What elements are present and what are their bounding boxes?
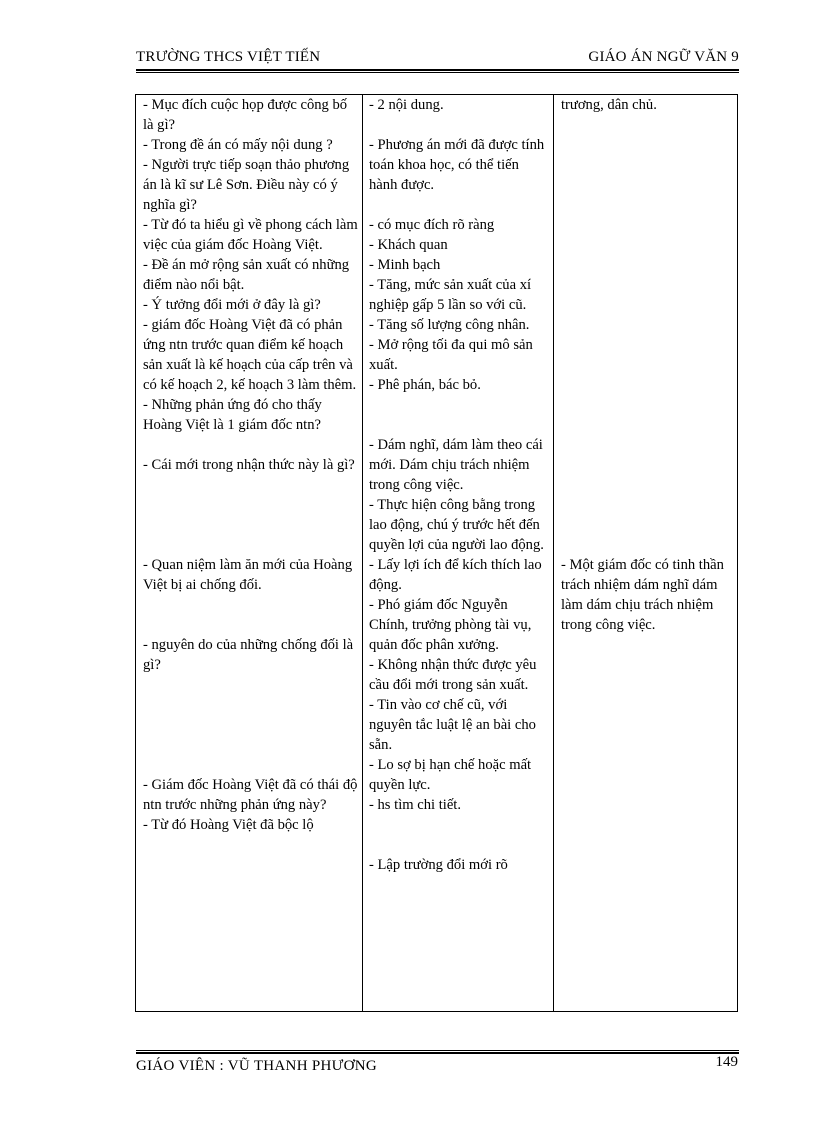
answer-item: - Phó giám đốc Nguyễn Chính, trưởng phòng tài vụ, quản đốc phân xưởng.: [369, 597, 532, 653]
question-item: - Cái mới trong nhận thức này là gì?: [143, 457, 355, 473]
question-item: - nguyên do của những chống đối là gì?: [143, 637, 354, 673]
answer-item: - có mục đích rõ ràng: [369, 217, 495, 233]
answer-item: - Minh bạch: [369, 257, 441, 273]
column-divider-1: [362, 94, 363, 1012]
footer-rule-thin: [136, 1050, 739, 1051]
question-item: - Những phản ứng đó cho thấy Hoàng Việt là 1 giám đốc ntn?: [143, 397, 322, 433]
answer-item: - hs tìm chi tiết.: [369, 797, 462, 813]
answer-item: - Lo sợ bị hạn chế hoặc mất quyền lực.: [369, 757, 532, 793]
question-item: - Từ đó Hoàng Việt đã bộc lộ: [143, 817, 314, 833]
question-item: - Đề án mở rộng sản xuất có những điểm nào nổi bật.: [143, 257, 350, 293]
answer-item: - 2 nội dung.: [369, 97, 444, 113]
answer-item: - Tin vào cơ chế cũ, với nguyên tắc luật lệ an bài cho sẵn.: [369, 697, 536, 753]
header-rule-thin: [136, 72, 739, 73]
question-item: - Người trực tiếp soạn thảo phương án là kĩ sư Lê Sơn. Điều này có ý nghĩa gì?: [143, 157, 350, 213]
question-item: - Ý tưởng đổi mới ở đây là gì?: [143, 297, 321, 313]
header-rule-thick: [136, 69, 739, 71]
page-header: [136, 47, 739, 69]
answer-item: - Tăng, mức sản xuất của xí nghiệp gấp 5 lần so với cũ.: [369, 277, 532, 313]
answer-item: - Phương án mới đã được tính toán khoa học, có thể tiến hành được.: [369, 137, 545, 193]
answer-item: - Không nhận thức được yêu cầu đổi mới trong sản xuất.: [369, 657, 537, 693]
question-item: - giám đốc Hoàng Việt đã có phản ứng ntn trước quan điểm kế hoạch sản xuất là kế hoạch của cấp trên và có kế hoạch 2, kế hoạch 3 làm thêm.: [143, 317, 357, 393]
student-answers-column: [369, 95, 549, 875]
answer-item: - Phê phán, bác bỏ.: [369, 377, 481, 393]
question-item: - Từ đó ta hiểu gì về phong cách làm việc của giám đốc Hoàng Việt.: [143, 217, 358, 253]
footer-rule-thick: [136, 1052, 739, 1054]
teacher-questions-column: [143, 95, 361, 835]
page-number: 149: [715, 1054, 738, 1070]
answer-item: - Mở rộng tối đa qui mô sản xuất.: [369, 337, 533, 373]
teacher-name: GIÁO VIÊN : VŨ THANH PHƯƠNG: [136, 1058, 377, 1074]
conclusion-item: trương, dân chủ.: [561, 97, 657, 113]
answer-item: - Lập trường đổi mới rõ: [369, 857, 508, 873]
question-item: - Giám đốc Hoàng Việt đã có thái độ ntn trước những phản ứng này?: [143, 777, 358, 813]
subject-title: GIÁO ÁN NGỮ VĂN 9: [588, 49, 739, 65]
answer-item: - Thực hiện công bằng trong lao động, chú ý trước hết đến quyền lợi của người lao động.: [369, 497, 544, 553]
answer-item: - Lấy lợi ích để kích thích lao động.: [369, 557, 542, 593]
question-item: - Mục đích cuộc họp được công bố là gì?: [143, 97, 348, 133]
conclusion-item: - Một giám đốc có tinh thần trách nhiệm dám nghĩ dám làm dám chịu trách nhiệm trong công việc.: [561, 557, 724, 633]
question-item: - Trong đề án có mấy nội dung ?: [143, 137, 333, 153]
school-name: TRƯỜNG THCS VIỆT TIẾN: [136, 49, 321, 65]
column-divider-2: [553, 94, 554, 1012]
answer-item: - Tăng số lượng công nhân.: [369, 317, 530, 333]
question-item: - Quan niệm làm ăn mới của Hoàng Việt bị ai chống đối.: [143, 557, 353, 593]
conclusions-column: [561, 95, 733, 635]
answer-item: - Dám nghĩ, dám làm theo cái mới. Dám chịu trách nhiệm trong công việc.: [369, 437, 543, 493]
answer-item: - Khách quan: [369, 237, 448, 253]
